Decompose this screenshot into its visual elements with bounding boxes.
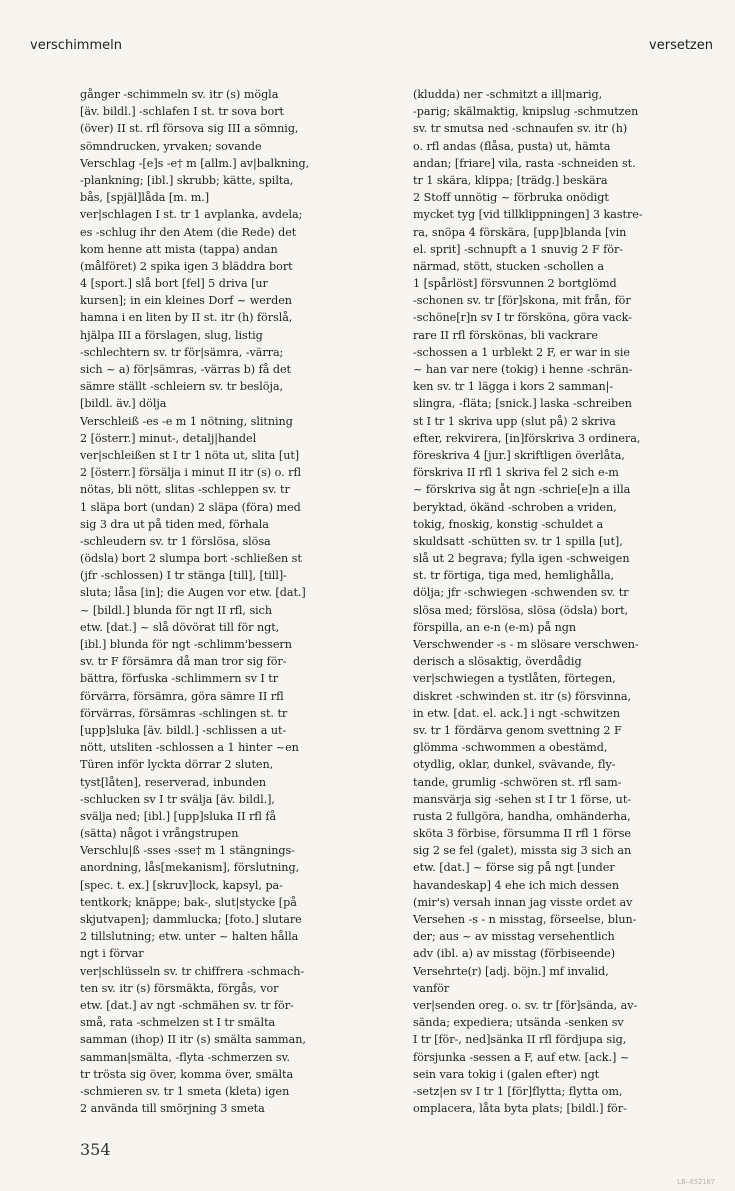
text-line: kom henne att mista (tappa) andan [80, 242, 278, 256]
text-line: -schöne[r]n sv I tr försköna, göra vack- [413, 311, 632, 325]
text-line: beryktad, ökänd -schroben a vriden, [413, 500, 617, 514]
text-line: 2 använda till smörjning 3 smeta [80, 1102, 265, 1116]
text-line: st. tr förtiga, tiga med, hemlighålla, [413, 569, 615, 583]
text-line: sig 3 dra ut på tiden med, förhala [80, 517, 269, 531]
text-line: el. sprit] -schnupft a 1 snuvig 2 F för- [413, 242, 623, 256]
text-line: ~ [bildl.] blunda för ngt II rfl, sich [80, 603, 273, 617]
right-column [413, 86, 713, 1117]
text-line: (över) II st. rfl försova sig III a sömnig, [80, 122, 299, 136]
text-line: -schonen sv. tr [för]skona, mit från, för [413, 294, 631, 308]
text-line: vanför [413, 981, 450, 995]
running-head-left: verschimmeln [30, 38, 122, 53]
text-line: 2 [österr.] försälja i minut II itr (s) o. rfl [80, 466, 302, 480]
text-line: samman|smälta, -flyta -schmerzen sv. [80, 1050, 291, 1064]
text-line: hamna i en liten by II st. itr (h) förslå, [80, 311, 293, 325]
text-line: sköta 3 förbise, försumma II rfl 1 förse [413, 827, 631, 841]
text-line: tr 1 skära, klippa; [trädg.] beskära [413, 173, 608, 187]
text-line: nötas, bli nött, slitas -schleppen sv. tr [80, 483, 290, 497]
text-line: mycket tyg [vid tillklippningen] 3 kastre- [413, 208, 643, 222]
text-line: förvärra, försämra, göra sämre II rfl [80, 689, 284, 703]
text-line: sig 2 se fel (galet), missta sig 3 sich an [413, 844, 632, 858]
text-line: -parig; skälmaktig, knipslug -schmutzen [413, 105, 639, 119]
text-line: slå ut 2 begrava; fylla igen -schweigen [413, 552, 630, 566]
text-line: ver|schlüsseln sv. tr chiffrera -schmach- [80, 964, 305, 978]
text-line: -setz|en sv I tr 1 [för]flytta; flytta om, [413, 1084, 623, 1098]
text-line: föreskriva 4 [jur.] skriftligen överlåta, [413, 448, 625, 462]
text-line: skjutvapen]; dammlucka; [foto.] slutare [80, 913, 302, 926]
text-line: Verschleiß -es -e m 1 nötning, slitning [80, 414, 293, 428]
text-line: omplacera, låta byta plats; [bildl.] för- [413, 1102, 627, 1116]
text-line: ngt i förvar [80, 947, 144, 961]
text-line: förspilla, an e-n (e-m) på ngn [413, 620, 576, 634]
scan-mark: LB—652107 [677, 1178, 715, 1186]
text-line: försjunka -sessen a F, auf etw. [ack.] ~ [413, 1050, 630, 1064]
text-line: ver|senden oreg. o. sv. tr [för]sända, av- [413, 998, 638, 1012]
text-line: slingra, -fläta; [snick.] laska -schreiben [413, 397, 632, 411]
text-line: sämre ställt -schleiern sv. tr beslöja, [80, 380, 283, 394]
text-line: (kludda) ner -schmitzt a ill|marig, [413, 88, 603, 101]
text-line: (mir's) versah innan jag visste ordet av [413, 895, 633, 909]
text-line: ver|schwiegen a tystlåten, förtegen, [413, 672, 616, 686]
text-line: bås, [spjäl]låda [m. m.] [80, 191, 210, 205]
text-line: närmad, stött, stucken -schollen a [413, 259, 604, 273]
text-line: gånger -schimmeln sv. itr (s) mögla [80, 88, 279, 101]
text-line: etw. [dat.] av ngt -schmähen sv. tr för- [80, 998, 294, 1012]
text-line: efter, rekvirera, [in]förskriva 3 ordinera, [413, 431, 641, 445]
text-line: sein vara tokig i (galen efter) ngt [413, 1067, 600, 1081]
text-line: glömma -schwommen a obestämd, [413, 741, 608, 755]
text-line: [spec. t. ex.] [skruv]lock, kapsyl, pa- [80, 878, 283, 892]
text-line: der; aus ~ av misstag versehentlich [413, 930, 615, 944]
text-line: (målföret) 2 spika igen 3 bläddra bort [80, 259, 293, 273]
text-line: I tr [för-, ned]sänka II rfl fördjupa sig, [413, 1033, 627, 1047]
text-line: Verschlu|ß -sses -sse† m 1 stängnings- [80, 844, 295, 858]
text-line: 2 Stoff unnötig ~ förbruka onödigt [413, 191, 609, 205]
text-line: svälja ned; [ibl.] [upp]sluka II rfl få [80, 809, 277, 823]
text-line: ra, snöpa 4 förskära, [upp]blanda [vin [413, 225, 627, 239]
text-line: sich ~ a) för|sämras, -värras b) få det [80, 363, 291, 376]
text-line: mansvärja sig -sehen st I tr 1 förse, ut- [413, 792, 631, 806]
text-line: tokig, fnoskig, konstig -schuldet a [413, 517, 604, 531]
text-line: ver|schlagen I st. tr 1 avplanka, avdela; [80, 208, 303, 222]
text-line: sv. tr F försämra då man tror sig för- [80, 655, 287, 669]
text-line: samman (ihop) II itr (s) smälta samman, [80, 1033, 306, 1047]
text-line: 2 [österr.] minut-, detalj|handel [80, 431, 257, 445]
text-line: st I tr 1 skriva upp (slut på) 2 skriva [413, 414, 616, 428]
text-line: adv (ibl. a) av misstag (förbiseende) [413, 947, 616, 961]
text-line: dölja; jfr -schwiegen -schwenden sv. tr [413, 586, 629, 600]
text-line: -schlechtern sv. tr för|sämra, -värra; [80, 345, 284, 359]
text-line: sv. tr 1 fördärva genom svettning 2 F [413, 723, 622, 737]
text-line: sömndrucken, yrvaken; sovande [80, 139, 262, 153]
text-line: Versehrte(r) [adj. böjn.] mf invalid, [413, 964, 609, 978]
text-line: små, rata -schmelzen st I tr smälta [80, 1016, 276, 1030]
text-line: sv. tr smutsa ned -schnaufen sv. itr (h) [413, 122, 628, 136]
text-line: (sätta) något i vrångstrupen [80, 827, 239, 841]
text-line: ken sv. tr 1 lägga i kors 2 samman|- [413, 380, 614, 394]
text-line: es -schlug ihr den Atem (die Rede) det [80, 225, 297, 239]
text-line: skuldsatt -schütten sv. tr 1 spilla [ut], [413, 534, 623, 548]
text-line: Verschwender -s - m slösare verschwen- [413, 638, 639, 651]
left-column [80, 86, 380, 1117]
text-line: havandeskap] 4 ehe ich mich dessen [413, 878, 620, 892]
text-line: slösa med; förslösa, slösa (ödsla) bort, [413, 603, 629, 617]
text-line: ~ han var nere (tokig) i henne -schrän- [413, 363, 633, 376]
text-line: ver|schleißen st I tr 1 nöta ut, slita [ut] [80, 448, 300, 462]
text-line: -schmieren sv. tr 1 smeta (kleta) igen [80, 1084, 290, 1098]
text-line: rare II rfl förskönas, bli vackrare [413, 328, 598, 342]
text-line: kursen]; in ein kleines Dorf ~ werden [80, 294, 292, 308]
text-line: (ödsla) bort 2 slumpa bort -schließen st [80, 552, 302, 566]
text-line: (jfr -schlossen) I tr stänga [till], [till]- [80, 569, 287, 583]
text-line: otydlig, oklar, dunkel, svävande, fly- [413, 758, 616, 772]
text-line: 4 [sport.] slå bort [fel] 5 driva [ur [80, 277, 268, 291]
text-line: 2 tillslutning; etw. unter ~ halten hålla [80, 930, 299, 944]
text-line: etw. [dat.] ~ förse sig på ngt [under [413, 861, 615, 875]
text-line: diskret -schwinden st. itr (s) försvinna, [413, 689, 631, 703]
running-head-right: versetzen [649, 38, 713, 53]
text-line: 1 [spårlöst] försvunnen 2 bortglömd [413, 277, 617, 291]
text-line: [ibl.] blunda för ngt -schlimm'bessern [80, 638, 292, 651]
text-line: ~ förskriva sig åt ngn -schrie[e]n a illa [413, 483, 631, 497]
text-line: [upp]sluka [äv. bildl.] -schlissen a ut- [80, 723, 287, 737]
text-line: Türen inför lyckta dörrar 2 sluten, [80, 758, 274, 772]
text-line: tentkork; knäppe; bak-, slut|stycke [på [80, 895, 297, 909]
text-line: -schossen a 1 urblekt 2 F, er war in sie [413, 345, 630, 359]
text-line: Versehen -s - n misstag, förseelse, blun- [413, 913, 637, 926]
text-line: derisch a slösaktig, överdådig [413, 655, 582, 669]
text-line: förvärras, försämras -schlingen st. tr [80, 706, 288, 720]
text-line: tyst[låten], reserverad, inbunden [80, 775, 267, 789]
text-line: förskriva II rfl 1 skriva fel 2 sich e-m [413, 466, 619, 480]
text-line: hjälpa III a förslagen, slug, listig [80, 328, 263, 342]
page-number: 354 [80, 1140, 111, 1159]
text-line: [bildl. äv.] dölja [80, 397, 167, 411]
text-line: o. rfl andas (flåsa, pusta) ut, hämta [413, 139, 611, 153]
text-line: tr trösta sig över, komma över, smälta [80, 1067, 294, 1081]
text-line: tande, grumlig -schwören st. rfl sam- [413, 775, 622, 789]
text-line: in etw. [dat. el. ack.] i ngt -schwitzen [413, 706, 621, 720]
text-line: -schlucken sv I tr svälja [äv. bildl.], [80, 792, 275, 806]
text-line: ten sv. itr (s) försmäkta, förgås, vor [80, 981, 279, 995]
text-line: -schleudern sv. tr 1 förslösa, slösa [80, 534, 271, 548]
text-line: rusta 2 fullgöra, handha, omhänderha, [413, 809, 631, 823]
text-line: sluta; låsa [in]; die Augen vor etw. [dat.] [80, 586, 306, 600]
text-line: bättra, förfuska -schlimmern sv I tr [80, 672, 279, 686]
text-line: 1 släpa bort (undan) 2 släpa (föra) med [80, 500, 301, 514]
text-line: anordning, lås[mekanism], förslutning, [80, 861, 300, 875]
text-line: sända; expediera; utsända -senken sv [413, 1016, 624, 1030]
text-line: Verschlag -[e]s -e† m [allm.] av|balkning, [80, 156, 310, 170]
text-line: [äv. bildl.] -schlafen I st. tr sova bort [80, 105, 284, 119]
text-line: -plankning; [ibl.] skrubb; kätte, spilta, [80, 173, 294, 187]
text-line: etw. [dat.] ~ slå dövörat till för ngt, [80, 620, 280, 634]
text-line: andan; [friare] vila, rasta -schneiden st. [413, 156, 636, 170]
text-line: nött, utsliten -schlossen a 1 hinter ~en [80, 741, 299, 755]
